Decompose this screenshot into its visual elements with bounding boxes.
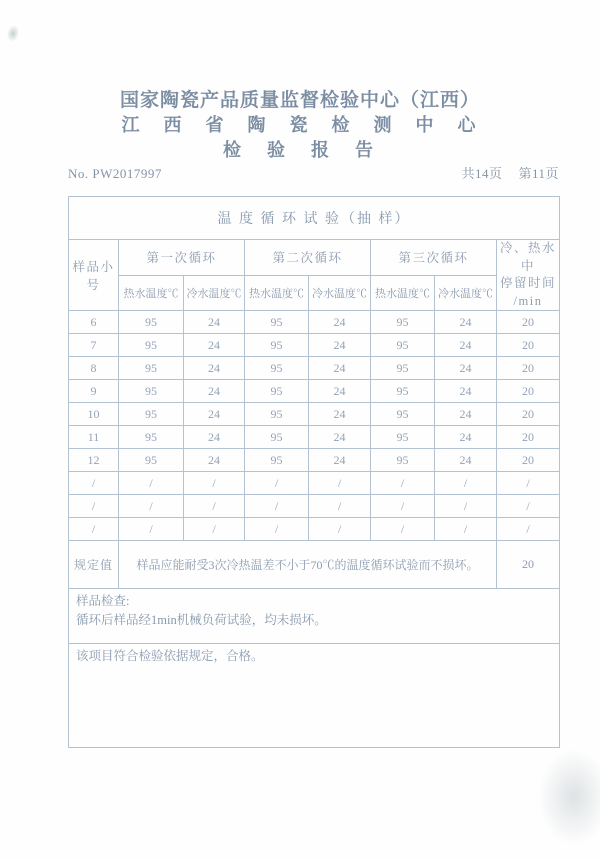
column-header-hot-2: 热水温度℃ [245,275,309,311]
table-cell: / [245,472,309,495]
column-header-hot-1: 热水温度℃ [119,275,184,311]
table-cell: 24 [435,449,497,472]
column-header-cold-2: 冷水温度℃ [309,275,371,311]
table-cell: / [69,495,119,518]
table-cell: 95 [371,357,435,380]
table-cell: 7 [69,334,119,357]
column-header-cycle-1: 第一次循环 [119,240,245,276]
table-cell: 24 [309,334,371,357]
table-cell: 24 [309,426,371,449]
table-row [69,380,560,403]
table-cell: 95 [371,334,435,357]
table-cell: 95 [371,426,435,449]
table-header-row-2 [69,275,560,311]
table-title: 温 度 循 环 试 验（抽 样） [69,197,560,240]
table-cell: 24 [309,380,371,403]
table-cell: 24 [184,357,245,380]
table-cell: / [435,518,497,541]
column-header-cycle-2: 第二次循环 [245,240,371,276]
table-row [69,334,560,357]
table-header-row-1 [69,240,560,276]
table-row [69,403,560,426]
table-cell: / [119,472,184,495]
table-cell: / [435,495,497,518]
dwell-label-line-1: 冷、热水中 [499,241,556,273]
page-current: 第11页 [518,166,559,181]
inspection-note [69,589,560,644]
dwell-label-line-3: /min [513,293,543,308]
table-cell: 20 [497,449,560,472]
table-cell: 24 [184,380,245,403]
table-cell: / [371,518,435,541]
scan-artifact [5,24,20,43]
table-cell: 95 [119,426,184,449]
table-cell: 20 [497,380,560,403]
table-cell: 9 [69,380,119,403]
letterhead-line-1: 国家陶瓷产品质量监督检验中心（江西） [119,90,480,111]
table-row [69,426,560,449]
inspection-result: 循环后样品经1min机械负荷试验，均未损坏。 [76,613,327,628]
column-header-cycle-3: 第三次循环 [371,240,497,276]
column-header-hot-3: 热水温度℃ [371,275,435,311]
table-cell: 95 [371,403,435,426]
spec-dwell-value: 20 [497,541,560,589]
table-cell: / [245,518,309,541]
table-cell: / [309,472,371,495]
table-cell: 24 [435,334,497,357]
table-cell: 95 [119,403,184,426]
table-cell: 20 [497,311,560,334]
letterhead-line-2: 江 西 省 陶 瓷 检 测 中 心 [121,115,479,135]
table-cell: 95 [371,380,435,403]
table-cell: 24 [435,311,497,334]
table-cell: / [371,495,435,518]
table-cell: 24 [309,357,371,380]
report-meta-row [68,163,559,182]
column-header-sample: 样品小号 [69,240,119,311]
table-cell: 24 [184,334,245,357]
column-header-dwell-time [497,240,560,311]
table-cell: / [497,518,560,541]
table-cell: / [119,518,184,541]
table-cell: 95 [119,311,184,334]
table-row [69,449,560,472]
table-row [69,495,560,518]
table-cell: 20 [497,334,560,357]
table-cell: 20 [497,357,560,380]
table-cell: / [245,495,309,518]
table-cell: 95 [119,334,184,357]
table-row [69,472,560,495]
table-cell: 8 [69,357,119,380]
column-header-cold-3: 冷水温度℃ [435,275,497,311]
table-cell: 20 [497,426,560,449]
table-cell: / [435,472,497,495]
table-cell: / [497,495,560,518]
table-row [69,311,560,334]
table-cell: 24 [184,426,245,449]
inspection-row [69,589,560,644]
table-cell: 10 [69,403,119,426]
spec-label: 规定值 [69,541,119,589]
table-cell: / [309,495,371,518]
table-cell: / [371,472,435,495]
inspection-title: 样品检查: [76,594,130,608]
conclusion-row [69,644,560,748]
table-cell: 20 [497,403,560,426]
conclusion-note: 该项目符合检验依据规定，合格。 [69,644,560,748]
table-cell: 95 [371,449,435,472]
table-cell: 12 [69,449,119,472]
table-cell: 24 [435,403,497,426]
table-cell: 24 [309,403,371,426]
pages-total: 共14页 [461,166,503,181]
table-cell: 95 [119,380,184,403]
table-cell: 95 [119,357,184,380]
table-cell: 24 [435,426,497,449]
table-title-row [69,197,560,240]
letterhead-line-3: 检 验 报 告 [223,140,377,160]
table-cell: 24 [435,357,497,380]
spec-text: 样品应能耐受3次冷热温差不小于70℃的温度循环试验而不损坏。 [119,541,497,589]
dwell-label-line-2: 停留时间 [499,276,556,290]
table-cell: / [119,495,184,518]
table-cell: 95 [245,334,309,357]
table-cell: / [497,472,560,495]
table-cell: / [309,518,371,541]
table-cell: 24 [435,380,497,403]
page-count [461,163,559,182]
table-cell: 95 [119,449,184,472]
table-row [69,357,560,380]
spec-row [69,541,560,589]
table-cell: 95 [245,380,309,403]
column-header-cold-1: 冷水温度℃ [184,275,245,311]
table-cell: / [184,495,245,518]
table-cell: 24 [184,311,245,334]
table-row [69,518,560,541]
table-cell: / [69,472,119,495]
table-cell: / [69,518,119,541]
report-number: No. PW2017997 [68,166,162,181]
table-cell: / [184,518,245,541]
table-cell: 11 [69,426,119,449]
table-cell: 95 [245,357,309,380]
table-cell: 95 [245,311,309,334]
table-cell: 24 [184,403,245,426]
test-result-table [68,196,560,748]
table-cell: 95 [245,403,309,426]
table-cell: 95 [245,449,309,472]
table-cell: 24 [309,311,371,334]
table-cell: 95 [371,311,435,334]
table-cell: 24 [309,449,371,472]
table-cell: 24 [184,449,245,472]
table-cell: 6 [69,311,119,334]
table-cell: 95 [245,426,309,449]
scan-shadow [538,749,600,845]
table-cell: / [184,472,245,495]
